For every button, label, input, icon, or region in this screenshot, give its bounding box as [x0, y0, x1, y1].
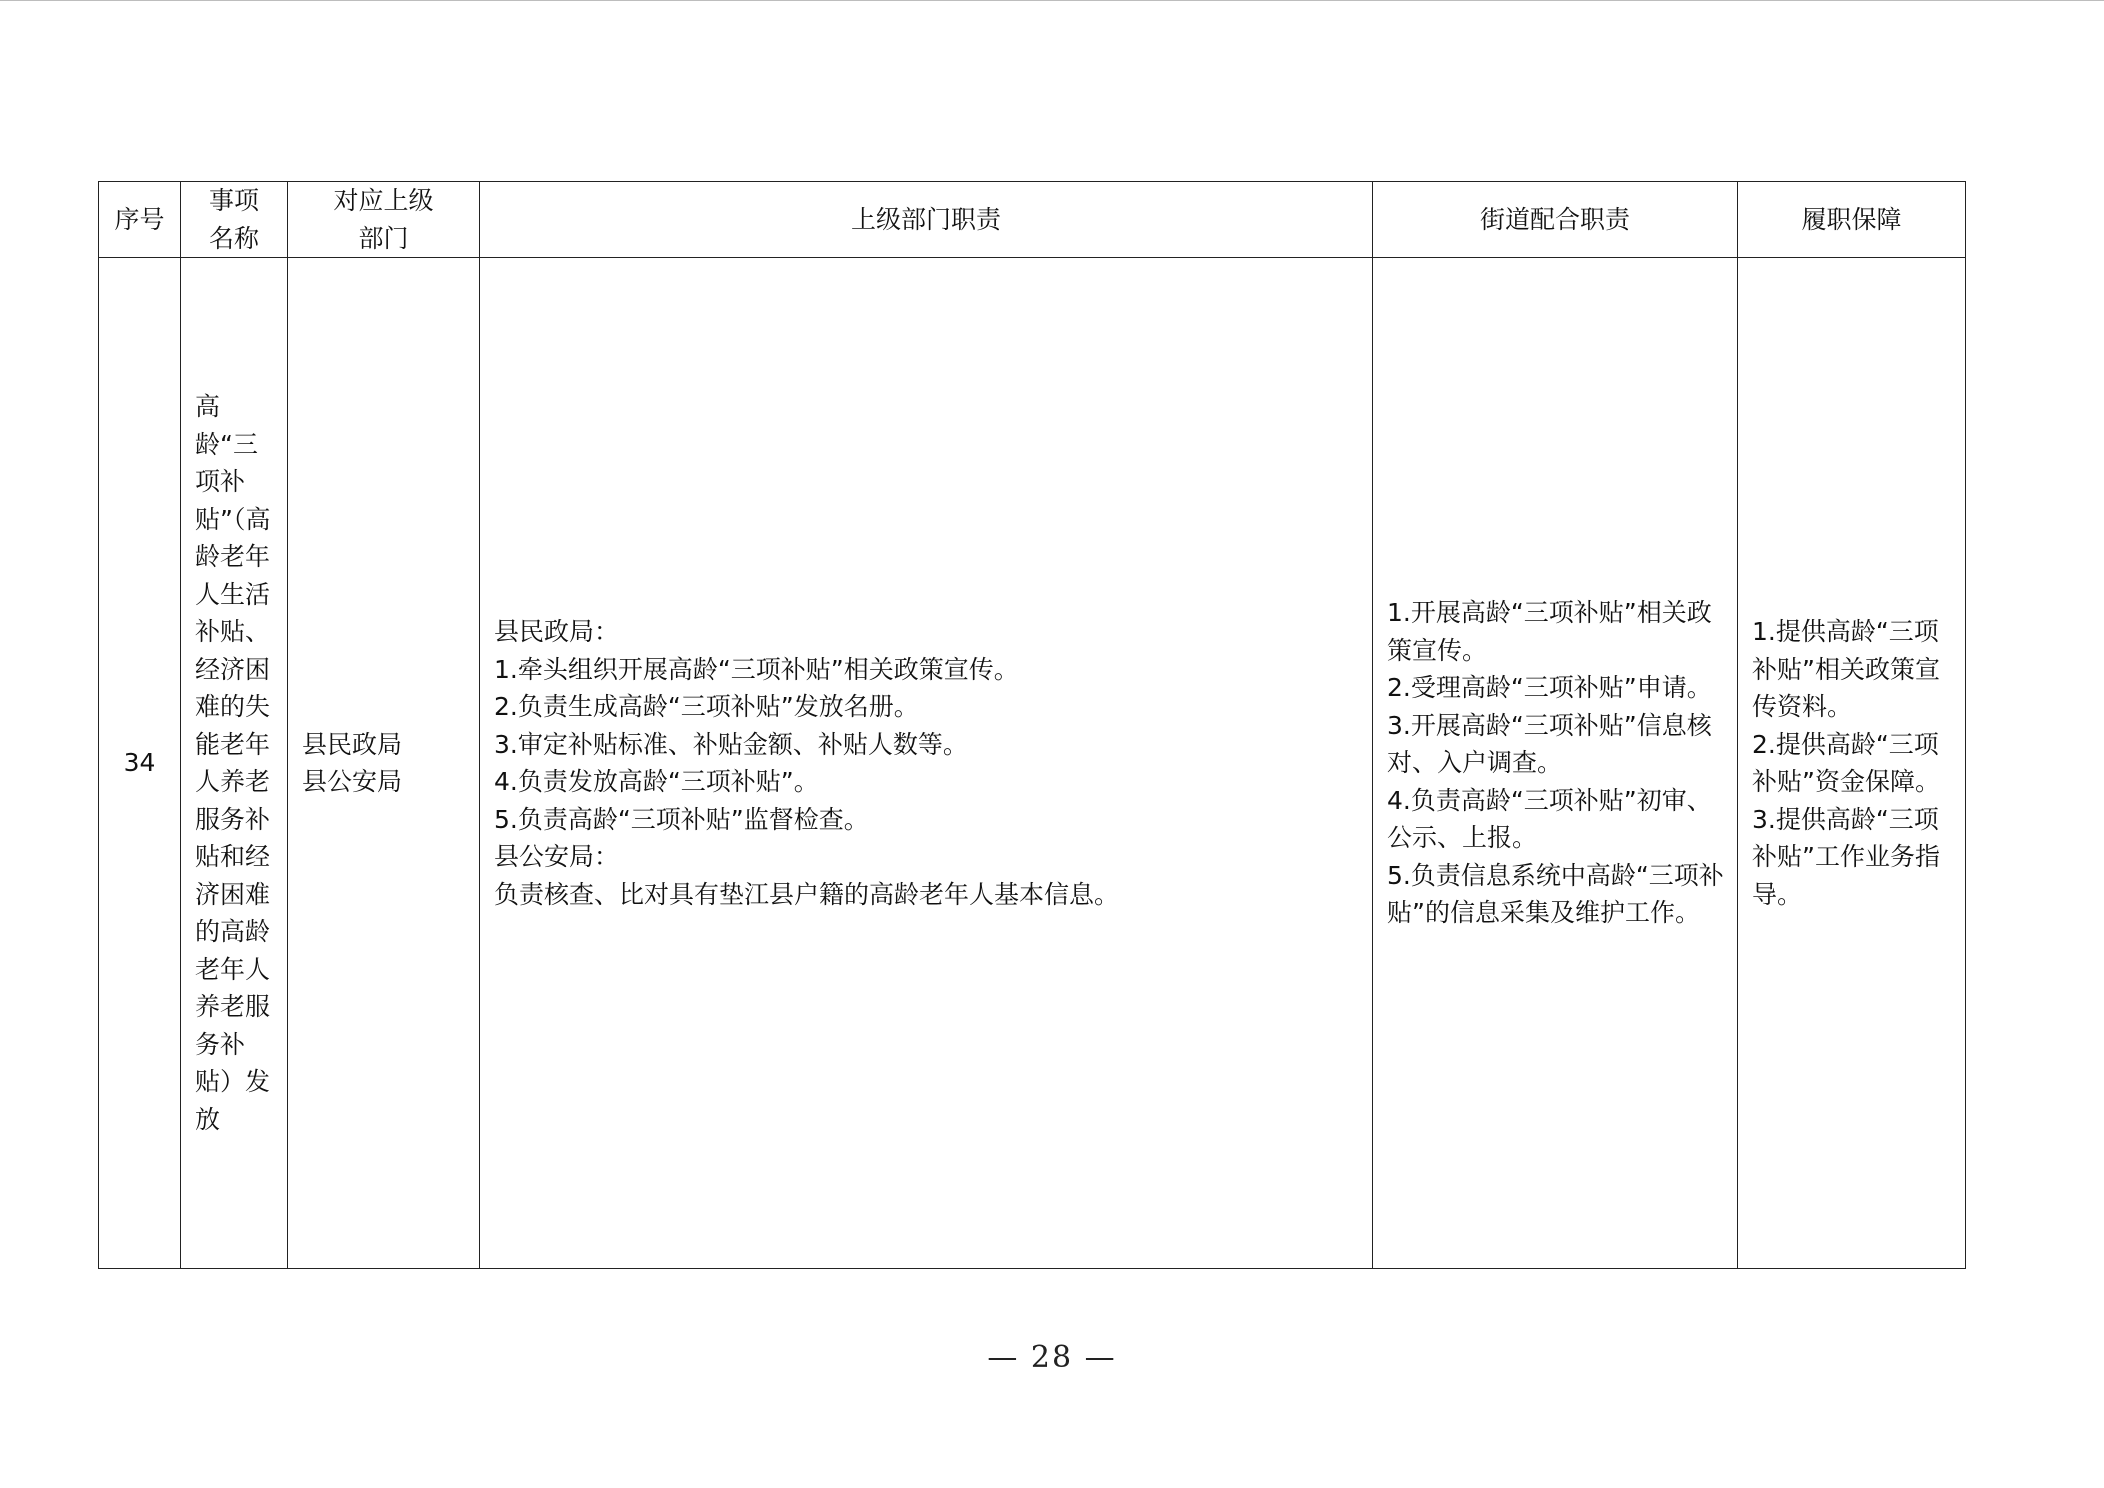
upper-duty-line: 4.负责发放高龄“三项补贴”。 [494, 767, 819, 796]
header-street-duty: 街道配合职责 [1373, 182, 1738, 258]
cell-dept [288, 258, 480, 1269]
top-border-rule [0, 0, 2104, 1]
header-dept-line1: 对应上级 [333, 186, 434, 215]
page-number: — 28 — [987, 1340, 1117, 1375]
header-item-line2: 名称 [208, 223, 259, 253]
street-duty-item: 5.负责信息系统中高龄“三项补贴”的信息采集及维护工作。 [1387, 860, 1724, 928]
upper-duty-line: 3.审定补贴标准、补贴金额、补贴人数等。 [494, 729, 968, 759]
dept-line2: 县公安局 [302, 767, 403, 796]
duty-table [98, 181, 1966, 1269]
header-guarantee: 履职保障 [1738, 182, 1966, 258]
header-dept [288, 182, 480, 258]
header-seq: 序号 [99, 182, 181, 258]
guarantee-item: 3.提供高龄“三项补贴”工作业务指导。 [1752, 804, 1940, 909]
cell-seq [99, 258, 181, 1269]
item-name-text: 高龄“三项补贴”（高龄老年人生活补贴、经济困难的失能老年人养老服务补贴和经济困难的高龄老年人养老服务补贴）发放 [195, 392, 271, 1134]
cell-guarantee [1738, 258, 1966, 1269]
upper-duty-line: 县民政局： [494, 617, 620, 646]
upper-duty-line: 县公安局： [494, 842, 620, 871]
street-duty-item: 1.开展高龄“三项补贴”相关政策宣传。 [1387, 598, 1712, 665]
upper-duty-line: 5.负责高龄“三项补贴”监督检查。 [494, 804, 869, 834]
upper-duty-line: 1.牵头组织开展高龄“三项补贴”相关政策宣传。 [494, 654, 1019, 684]
header-item-line1: 事项 [208, 186, 259, 215]
street-duty-item: 2.受理高龄“三项补贴”申请。 [1387, 673, 1712, 703]
header-dept-line2: 部门 [358, 223, 409, 253]
table-row [99, 258, 1966, 1269]
guarantee-item: 2.提供高龄“三项补贴”资金保障。 [1752, 729, 1940, 796]
dept-line1: 县民政局 [302, 729, 403, 759]
header-upper-duty: 上级部门职责 [480, 182, 1373, 258]
row-seq: 34 [123, 748, 156, 778]
upper-duty-line: 负责核查、比对具有垫江县户籍的高龄老年人基本信息。 [494, 879, 1120, 909]
upper-duty-line: 2.负责生成高龄“三项补贴”发放名册。 [494, 692, 919, 721]
street-duty-item: 4.负责高龄“三项补贴”初审、公示、上报。 [1387, 785, 1712, 853]
table-header-row [99, 182, 1966, 258]
cell-item-name [181, 258, 288, 1269]
cell-street-duty [1373, 258, 1738, 1269]
street-duty-item: 3.开展高龄“三项补贴”信息核对、入户调查。 [1387, 710, 1712, 778]
header-item-name [181, 182, 288, 258]
cell-upper-duty [480, 258, 1373, 1269]
guarantee-item: 1.提供高龄“三项补贴”相关政策宣传资料。 [1752, 617, 1940, 721]
